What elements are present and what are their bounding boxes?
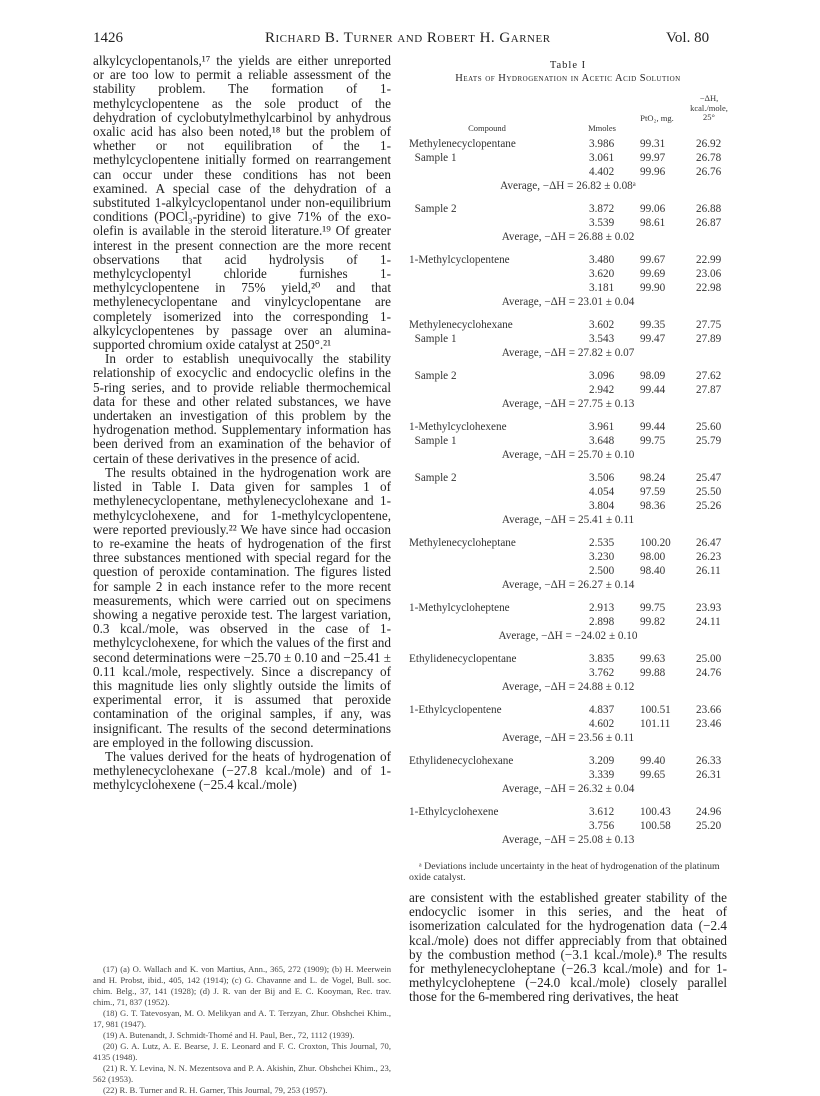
- mmoles-cell: 3.835: [589, 653, 615, 665]
- dh-cell: 25.00: [696, 653, 722, 665]
- dh-cell: 26.76: [696, 166, 722, 178]
- table-row: [409, 421, 727, 435]
- mmoles-cell: 3.539: [589, 217, 615, 229]
- right-column: [409, 54, 727, 1005]
- pto2-cell: 98.09: [640, 370, 666, 382]
- column-header-pto2: PtO₂, mg.: [640, 113, 674, 123]
- table-header: [409, 84, 727, 138]
- dh-cell: 26.33: [696, 755, 722, 767]
- compound-cell: Methylenecycloheptane: [409, 537, 516, 549]
- group-spacer: [409, 195, 727, 203]
- footnote: (18) G. T. Tatevosyan, M. O. Melikyan and A. T. Terzyan, Zhur. Obshchei Khim., 17, 981 (1947).: [93, 1008, 391, 1029]
- group-spacer: [409, 645, 727, 653]
- mmoles-cell: 3.181: [589, 282, 615, 294]
- mmoles-cell: 4.054: [589, 486, 615, 498]
- compound-cell: 1-Methylcycloheptene: [409, 602, 510, 614]
- mmoles-cell: 3.543: [589, 333, 615, 345]
- pto2-cell: 98.00: [640, 551, 666, 563]
- average-row: Average, −ΔH = 24.88 ± 0.12: [501, 681, 635, 693]
- mmoles-cell: 2.913: [589, 602, 615, 614]
- table-row: [409, 565, 727, 579]
- average-row: Average, −ΔH = 26.27 ± 0.14: [501, 579, 635, 591]
- dh-cell: 25.50: [696, 486, 722, 498]
- compound-cell: Sample 2: [409, 472, 457, 484]
- group-spacer: [409, 696, 727, 704]
- mmoles-cell: 3.804: [589, 500, 615, 512]
- pto2-cell: 99.31: [640, 138, 666, 150]
- group-spacer: [409, 747, 727, 755]
- mmoles-cell: 3.480: [589, 254, 615, 266]
- dh-cell: 23.93: [696, 602, 722, 614]
- pto2-cell: 100.20: [640, 537, 671, 549]
- footnotes: [93, 964, 391, 1096]
- pto2-cell: 99.90: [640, 282, 666, 294]
- table-row: [409, 704, 727, 718]
- pto2-cell: 100.51: [640, 704, 671, 716]
- body-paragraph: In order to establish unequivocally the stability relationship of exocyclic and endocyclic olefins in the 5-ring series, and to provide reliable thermochemical data for these and other related substances, we have undertaken an investigation of this problem by the hydrogenation method. Supplementary information has been derived from an examination of the behavior of certain of these derivatives in the presence of acid.: [93, 351, 391, 466]
- average-row: Average, −ΔH = −24.02 ± 0.10: [498, 630, 638, 642]
- mmoles-cell: 3.986: [589, 138, 615, 150]
- pto2-cell: 99.63: [640, 653, 666, 665]
- dh-cell: 22.99: [696, 254, 722, 266]
- group-spacer: [409, 464, 727, 472]
- body-paragraph: The values derived for the heats of hydrogenation of methylenecyclohexane (−27.8 kcal./mole) and of 1-methylcyclohexene (−25.4 kcal./mole): [93, 748, 391, 793]
- pto2-cell: 99.40: [640, 755, 666, 767]
- table-row: [409, 806, 727, 820]
- table-row: [409, 755, 727, 769]
- column-header-mmoles: Mmoles: [588, 123, 616, 133]
- compound-cell: Sample 2: [409, 370, 457, 382]
- mmoles-cell: 3.612: [589, 806, 615, 818]
- compound-cell: 1-Methylcyclohexene: [409, 421, 507, 433]
- running-title: Richard B. Turner and Robert H. Garner: [265, 30, 551, 46]
- dh-cell: 26.11: [696, 565, 721, 577]
- compound-cell: Methylenecyclopentane: [409, 138, 516, 150]
- dh-cell: 25.20: [696, 820, 722, 832]
- table-row: [409, 282, 727, 296]
- pto2-cell: 99.06: [640, 203, 666, 215]
- compound-cell: 1-Methylcyclopentene: [409, 254, 510, 266]
- dh-cell: 25.60: [696, 421, 722, 433]
- pto2-cell: 99.75: [640, 435, 666, 447]
- pto2-cell: 97.59: [640, 486, 666, 498]
- compound-cell: Sample 1: [409, 333, 457, 345]
- table-row: [409, 435, 727, 449]
- table-row: [409, 718, 727, 732]
- dh-cell: 26.47: [696, 537, 722, 549]
- compound-cell: Sample 2: [409, 203, 457, 215]
- mmoles-cell: 2.535: [589, 537, 615, 549]
- dh-cell: 26.23: [696, 551, 722, 563]
- table-row: [409, 820, 727, 834]
- dh-cell: 23.46: [696, 718, 722, 730]
- mmoles-cell: 3.620: [589, 268, 615, 280]
- mmoles-cell: 3.230: [589, 551, 615, 563]
- mmoles-cell: 2.898: [589, 616, 615, 628]
- footnote: (21) R. Y. Levina, N. N. Mezentsova and P. A. Akishin, Zhur. Obshchei Khim., 23, 562 (1953).: [93, 1063, 391, 1084]
- table-row: [409, 203, 727, 217]
- footnote: (19) A. Butenandt, J. Schmidt-Thomé and H. Paul, Ber., 72, 1112 (1939).: [103, 1030, 355, 1040]
- volume-label: Vol. 80: [666, 30, 710, 46]
- pto2-cell: 99.88: [640, 667, 666, 679]
- group-spacer: [409, 529, 727, 537]
- pto2-cell: 98.36: [640, 500, 666, 512]
- dh-cell: 26.88: [696, 203, 722, 215]
- table-row: [409, 333, 727, 347]
- pto2-cell: 101.11: [640, 718, 671, 730]
- mmoles-cell: 2.942: [589, 384, 615, 396]
- average-row: Average, −ΔH = 27.82 ± 0.07: [501, 347, 635, 359]
- average-row: Average, −ΔH = 26.82 ± 0.08ᵃ: [500, 180, 636, 192]
- average-row: Average, −ΔH = 25.41 ± 0.11: [501, 514, 635, 526]
- mmoles-cell: 3.602: [589, 319, 615, 331]
- mmoles-cell: 3.209: [589, 755, 615, 767]
- table-title: Heats of Hydrogenation in Acetic Acid Solution: [455, 73, 681, 84]
- dh-cell: 27.75: [696, 319, 722, 331]
- table-footnote: ᵃ Deviations include uncertainty in the heat of hydrogenation of the platinum oxide catalyst.: [409, 861, 720, 883]
- table-row: [409, 486, 727, 500]
- average-row: Average, −ΔH = 25.70 ± 0.10: [501, 449, 635, 461]
- mmoles-cell: 3.872: [589, 203, 615, 215]
- body-paragraph: The results obtained in the hydrogenation work are listed in Table I. Data given for samples 1 of methylenecyclopentane, methylenecyclohexane and 1-methylcyclohexene, and for 1-methylcyclopentene, were reported previously.²² We have since had occasion to re-examine the heats of hydrogenation of the first three substances mentioned with special regard for the question of peroxide contamination. The figures listed for sample 2 in each instance refer to the more recent measurements, which were carried out on specimens showing a negative peroxide test. The largest variation, 0.3 kcal./mole, was observed in the case of 1-methylcyclohexene, for which the values of the first and second determinations were −25.70 ± 0.10 and −25.41 ± 0.11 kcal./mole, respectively. Since a discrepancy of this magnitude lies only slightly outside the limits of experimental error, it is assumed that peroxide contamination of the original samples, if any, was insignificant. The results of the second determinations are employed in the following discussion.: [93, 464, 391, 750]
- table-row: [409, 537, 727, 551]
- group-spacer: [409, 798, 727, 806]
- compound-cell: Sample 1: [409, 435, 457, 447]
- group-spacer: [409, 413, 727, 421]
- dh-cell: 26.92: [696, 138, 722, 150]
- table-row: [409, 653, 727, 667]
- mmoles-cell: 3.762: [589, 667, 615, 679]
- table-row: [409, 268, 727, 282]
- footnote: (20) G. A. Lutz, A. E. Bearse, J. E. Leonard and F. C. Croxton, This Journal, 70, 4135 (1948).: [93, 1041, 391, 1062]
- dh-cell: 27.87: [696, 384, 722, 396]
- footnote: (17) (a) O. Wallach and K. von Martius, Ann., 365, 272 (1909); (b) H. Meerwein and H. Probst, ibid., 405, 142 (1914); (c) G. Chavanne and L. de Vogel, Bull. soc. chim. Belg., 37, 141 (1928); (d) J. R. van der Bij and E. C. Kooyman, Rec. trav. chim., 71, 837 (1952).: [93, 964, 391, 1007]
- table-row: [409, 472, 727, 486]
- pto2-cell: 99.44: [640, 421, 666, 433]
- pto2-cell: 99.82: [640, 616, 666, 628]
- table-row: [409, 152, 727, 166]
- mmoles-cell: 3.096: [589, 370, 615, 382]
- compound-cell: Ethylidenecyclopentane: [409, 653, 517, 665]
- pto2-cell: 98.24: [640, 472, 666, 484]
- dh-cell: 27.89: [696, 333, 722, 345]
- running-header: [0, 30, 820, 50]
- pto2-cell: 99.69: [640, 268, 666, 280]
- dh-cell: 25.26: [696, 500, 722, 512]
- dh-cell: 22.98: [696, 282, 722, 294]
- table-row: [409, 500, 727, 514]
- dh-cell: 24.11: [696, 616, 721, 628]
- pto2-cell: 99.96: [640, 166, 666, 178]
- pto2-cell: 99.97: [640, 152, 666, 164]
- group-spacer: [409, 362, 727, 370]
- table-row: [409, 217, 727, 231]
- mmoles-cell: 3.506: [589, 472, 615, 484]
- mmoles-cell: 4.402: [589, 166, 615, 178]
- compound-cell: Methylenecyclohexane: [409, 319, 513, 331]
- pto2-cell: 99.67: [640, 254, 666, 266]
- dh-cell: 25.79: [696, 435, 722, 447]
- average-row: Average, −ΔH = 25.08 ± 0.13: [501, 834, 635, 846]
- table-row: [409, 616, 727, 630]
- table-label: Table I: [549, 60, 587, 71]
- pto2-cell: 98.61: [640, 217, 666, 229]
- table-body: [409, 138, 727, 857]
- group-spacer: [409, 849, 727, 857]
- compound-cell: Ethylidenecyclohexane: [409, 755, 514, 767]
- pto2-cell: 98.40: [640, 565, 666, 577]
- table-row: [409, 138, 727, 152]
- table-row: [409, 551, 727, 565]
- average-row: Average, −ΔH = 27.75 ± 0.13: [501, 398, 635, 410]
- dh-cell: 23.66: [696, 704, 722, 716]
- average-row: Average, −ΔH = 26.88 ± 0.02: [501, 231, 635, 243]
- table-row: [409, 602, 727, 616]
- dh-cell: 25.47: [696, 472, 722, 484]
- pto2-cell: 99.47: [640, 333, 666, 345]
- average-row: Average, −ΔH = 23.01 ± 0.04: [501, 296, 635, 308]
- dh-cell: 24.76: [696, 667, 722, 679]
- column-header-compound: Compound: [468, 123, 506, 133]
- left-column: [93, 54, 391, 793]
- group-spacer: [409, 311, 727, 319]
- pto2-cell: 99.44: [640, 384, 666, 396]
- group-spacer: [409, 246, 727, 254]
- dh-cell: 26.31: [696, 769, 722, 781]
- column-header-dh: −ΔH, kcal./mole, 25°: [690, 93, 728, 122]
- pto2-cell: 99.75: [640, 602, 666, 614]
- mmoles-cell: 3.648: [589, 435, 615, 447]
- pto2-cell: 100.43: [640, 806, 671, 818]
- mmoles-cell: 3.961: [589, 421, 615, 433]
- dh-cell: 24.96: [696, 806, 722, 818]
- group-spacer: [409, 594, 727, 602]
- compound-cell: Sample 1: [409, 152, 457, 164]
- compound-cell: 1-Ethylcyclopentene: [409, 704, 502, 716]
- mmoles-cell: 2.500: [589, 565, 615, 577]
- average-row: Average, −ΔH = 26.32 ± 0.04: [501, 783, 635, 795]
- footnote: (22) R. B. Turner and R. H. Garner, This Journal, 79, 253 (1957).: [103, 1085, 328, 1095]
- table-row: [409, 254, 727, 268]
- dh-cell: 27.62: [696, 370, 722, 382]
- dh-cell: 26.78: [696, 152, 722, 164]
- dh-cell: 23.06: [696, 268, 722, 280]
- mmoles-cell: 3.339: [589, 769, 615, 781]
- table-row: [409, 769, 727, 783]
- page-number: 1426: [93, 30, 123, 46]
- body-paragraph: are consistent with the established greater stability of the endocyclic isomer in this series, and the heat of isomerization calculated for the hydrogenation data (−2.4 kcal./mole) does not differ appreciably from that obtained by the combustion method (−3.1 kcal./mole).⁸ The results for methylenecycloheptane (−26.3 kcal./mole) and for 1-methylcycloheptene (−24.0 kcal./mole) closely parallel those for the 6-membered ring derivatives, the heat: [409, 890, 727, 1005]
- pto2-cell: 99.65: [640, 769, 666, 781]
- average-row: Average, −ΔH = 23.56 ± 0.11: [501, 732, 635, 744]
- mmoles-cell: 3.061: [589, 152, 615, 164]
- body-paragraph: alkylcyclopentanols,¹⁷ the yields are either unreported or are too low to permit a reliable assessment of the stability problem. The formation of 1-methylcyclopentene as the sole product of the dehydration of cyclobutylmethylcarbinol by anhydrous oxalic acid has also been noted,¹⁸ but the problem of whether or not equilibration of the 1-methylcyclopentene initially formed on rearrangement can occur under these conditions has not been examined. A special case of the dehydration of a substituted 1-alkylcyclopentanol under non-equilibrium conditions (POCl₃-pyridine) to give 71% of the exo-olefin is available in the steroid literature.¹⁹ Of greater interest in the present connection are the more recent observations that acid hydrolysis of 1-methylcyclopentyl chloride furnishes 1-methylcyclopentene in 75% yield,²⁰ and that methylenecyclopentane and vinylcyclopentane are completely isomerized into the corresponding 1-alkylcyclopentenes by passage over an alumina-supported chromium oxide catalyst at 250°.²¹: [93, 53, 391, 353]
- table-row: [409, 384, 727, 398]
- table-row: [409, 319, 727, 333]
- mmoles-cell: 3.756: [589, 820, 615, 832]
- pto2-cell: 100.58: [640, 820, 671, 832]
- compound-cell: 1-Ethylcyclohexene: [409, 806, 499, 818]
- dh-cell: 26.87: [696, 217, 722, 229]
- table-row: [409, 667, 727, 681]
- table-row: [409, 370, 727, 384]
- mmoles-cell: 4.602: [589, 718, 615, 730]
- pto2-cell: 99.35: [640, 319, 666, 331]
- mmoles-cell: 4.837: [589, 704, 615, 716]
- table-row: [409, 166, 727, 180]
